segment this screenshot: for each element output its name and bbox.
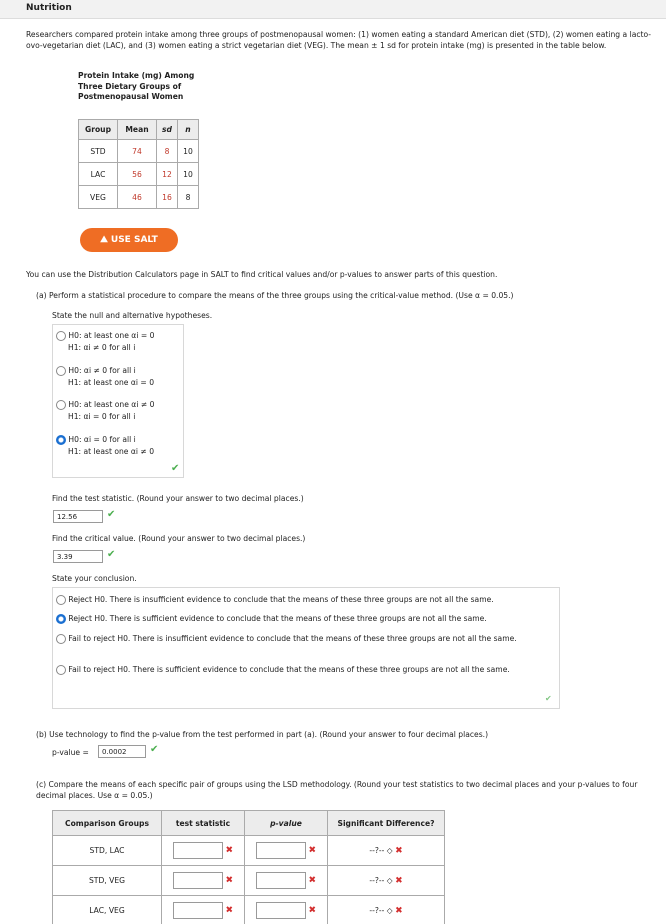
- check-icon: ✔: [107, 509, 116, 520]
- x-icon: ✖: [308, 845, 316, 856]
- crit-prompt: Find the critical value. (Round your answer to two decimal places.): [52, 534, 306, 543]
- part-b-prompt: (b) Use technology to find the p-value from the test performed in part (a). (Round your answer to four decimal places.): [36, 730, 489, 739]
- p-value-input[interactable]: 0.0002: [98, 745, 146, 758]
- p-value-label: p-value =: [52, 748, 89, 757]
- x-icon: ✖: [395, 905, 403, 916]
- p-value-input[interactable]: [256, 872, 306, 889]
- p-value-input[interactable]: [256, 842, 306, 859]
- hyp-option-3[interactable]: H0: at least one αi ≠ 0 H1: αi = 0 for all i: [56, 399, 154, 423]
- significance-select[interactable]: --?-- ◇: [369, 875, 393, 885]
- table-row: STD 74 8 10: [79, 140, 199, 163]
- salt-icon: ⛰: [100, 235, 111, 245]
- radio-concl-1[interactable]: [56, 595, 66, 605]
- stat-prompt: Find the test statistic. (Round your answer to two decimal places.): [52, 494, 304, 503]
- intro-text: Researchers compared protein intake among three groups of postmenopausal women: (1) women eating a standard American diet (STD), (2) women eating a lacto-ovo-vegetarian diet (LAC), and (3) women eating a strict vegetarian diet (VEG). The mean ± 1 sd for protein intake (mg) is presented in the table below.: [26, 30, 652, 50]
- x-icon: ✖: [225, 845, 233, 856]
- part-c-prompt: (c) Compare the means of each specific pair of groups using the LSD methodology. (Round your test statistics to two decimal places and your p-values to four decimal places. Use α = 0.05.): [36, 780, 638, 800]
- x-icon: ✖: [395, 875, 403, 886]
- salt-note: You can use the Distribution Calculators page in SALT to find critical values and/or p-values to answer parts of this question.: [26, 270, 498, 279]
- table-row: STD, LAC ✖ ✖ --?-- ◇ ✖: [53, 836, 445, 866]
- use-salt-button[interactable]: ⛰ USE SALT: [80, 228, 178, 252]
- col-comparison: Comparison Groups: [53, 811, 162, 836]
- check-icon: ✔: [150, 744, 159, 755]
- radio-concl-3[interactable]: [56, 634, 66, 644]
- check-icon: ✔: [171, 463, 180, 474]
- radio-hyp-1[interactable]: [56, 331, 66, 341]
- x-icon: ✖: [308, 875, 316, 886]
- hyp-option-1[interactable]: H0: at least one αi = 0 H1: αi ≠ 0 for all i: [56, 330, 154, 354]
- test-statistic-input[interactable]: [173, 872, 223, 889]
- col-n: n: [178, 120, 199, 140]
- header-bar: [0, 0, 666, 19]
- col-group: Group: [79, 120, 118, 140]
- radio-concl-2[interactable]: [56, 614, 66, 624]
- radio-hyp-3[interactable]: [56, 400, 66, 410]
- radio-concl-4[interactable]: [56, 665, 66, 675]
- x-icon: ✖: [225, 905, 233, 916]
- hyp-prompt: State the null and alternative hypotheses.: [52, 311, 213, 320]
- hyp-option-2[interactable]: H0: αi ≠ 0 for all i H1: at least one αi = 0: [56, 365, 154, 389]
- col-mean: Mean: [118, 120, 157, 140]
- test-statistic-input[interactable]: [173, 902, 223, 919]
- p-value-input[interactable]: [256, 902, 306, 919]
- col-p-value: p-value: [245, 811, 328, 836]
- hyp-option-4[interactable]: H0: αi = 0 for all i H1: at least one αi ≠ 0: [56, 434, 154, 458]
- conclusion-option-3[interactable]: Fail to reject H0. There is insufficient evidence to conclude that the means of these three groups are not all the same.: [56, 632, 546, 646]
- part-a-prompt: (a) Perform a statistical procedure to compare the means of the three groups using the critical-value method. (Use α = 0.05.): [36, 291, 514, 300]
- significance-select[interactable]: --?-- ◇: [369, 845, 393, 855]
- critical-value-input[interactable]: 3.39: [53, 550, 103, 563]
- significance-select[interactable]: --?-- ◇: [369, 905, 393, 915]
- col-sd: sd: [157, 120, 178, 140]
- conclusion-option-4[interactable]: Fail to reject H0. There is sufficient evidence to conclude that the means of these three groups are not all the same.: [56, 663, 546, 677]
- page-title: Nutrition: [26, 3, 72, 13]
- col-test-statistic: test statistic: [162, 811, 245, 836]
- x-icon: ✖: [308, 905, 316, 916]
- x-icon: ✖: [395, 845, 403, 856]
- test-statistic-input[interactable]: 12.56: [53, 510, 103, 523]
- protein-table: [78, 119, 199, 209]
- conclusion-option-1[interactable]: Reject H0. There is insufficient evidence to conclude that the means of these three groups are not all the same.: [56, 594, 546, 606]
- table-row: LAC 56 12 10: [79, 163, 199, 186]
- radio-hyp-2[interactable]: [56, 366, 66, 376]
- check-icon: ✔: [545, 694, 552, 703]
- conclusion-option-2[interactable]: Reject H0. There is sufficient evidence to conclude that the means of these three groups are not all the same.: [56, 613, 546, 625]
- test-statistic-input[interactable]: [173, 842, 223, 859]
- conclusion-prompt: State your conclusion.: [52, 574, 137, 583]
- col-significant: Significant Difference?: [328, 811, 445, 836]
- table-caption: Protein Intake (mg) Among Three Dietary Groups of Postmenopausal Women: [78, 71, 195, 101]
- table-row: VEG 46 16 8: [79, 186, 199, 209]
- radio-hyp-4[interactable]: [56, 435, 66, 445]
- check-icon: ✔: [107, 549, 116, 560]
- comparison-table: [52, 810, 445, 924]
- x-icon: ✖: [225, 875, 233, 886]
- table-row: STD, VEG ✖ ✖ --?-- ◇ ✖: [53, 866, 445, 896]
- table-row: LAC, VEG ✖ ✖ --?-- ◇ ✖: [53, 896, 445, 924]
